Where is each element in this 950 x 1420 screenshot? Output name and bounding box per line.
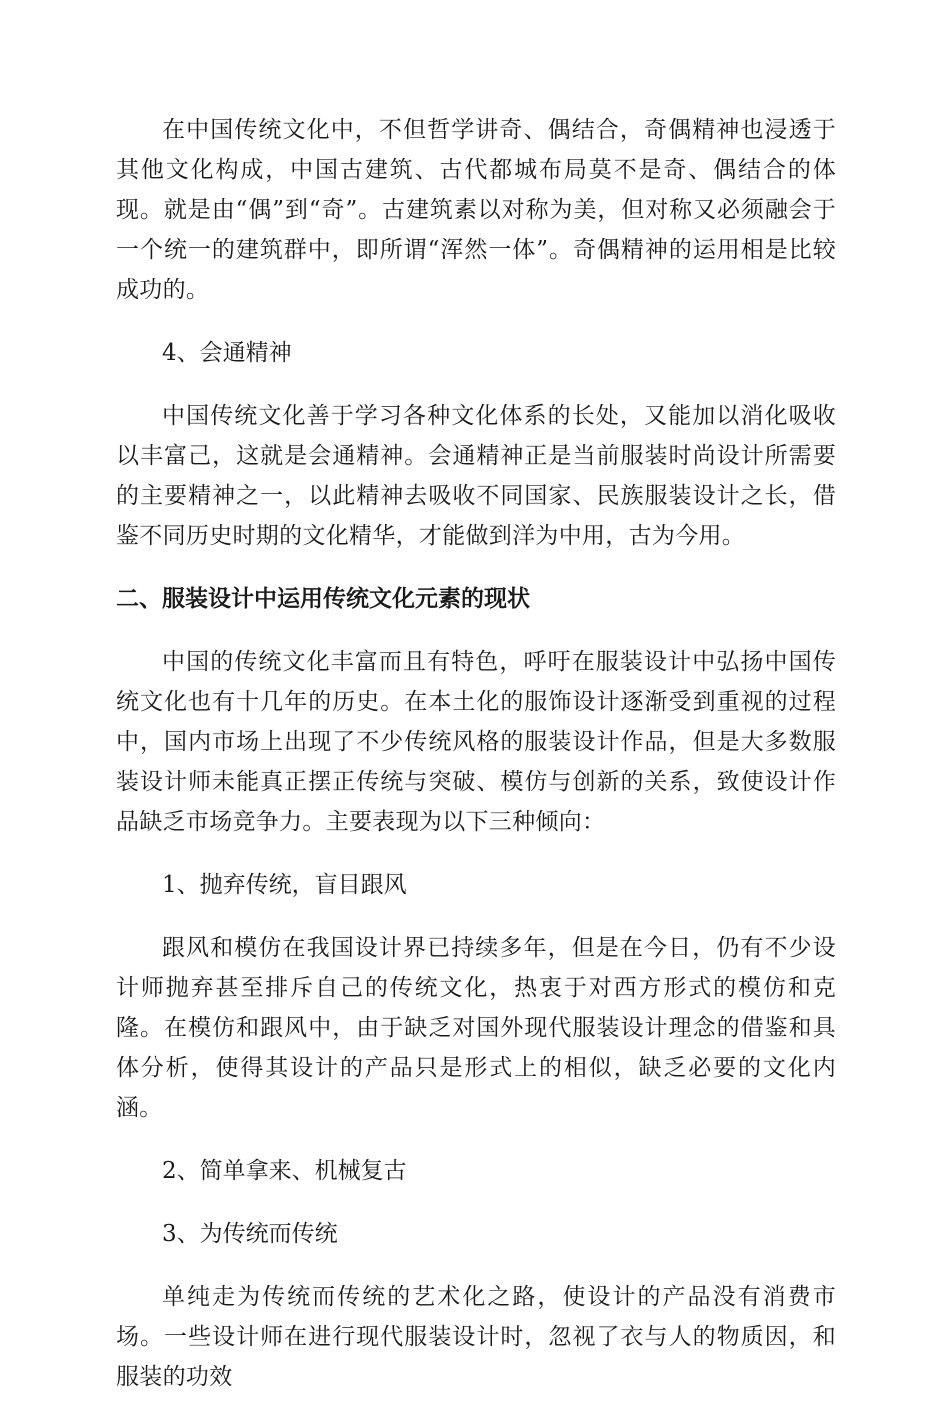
- paragraph-tradition-for-tradition: 单纯走为传统而传统的艺术化之路，使设计的产品没有消费市场。一些设计师在进行现代服装设计时，忽视了衣与人的物质因，和服装的功效: [116, 1284, 836, 1390]
- paragraph-odd-even-spirit: 在中国传统文化中，不但哲学讲奇、偶结合，奇偶精神也浸透于其他文化构成，中国古建筑、古代都城布局莫不是奇、偶结合的体现。就是由“偶”到“奇”。古建筑素以对称为美，但对称又必须融会于一个统一的建筑群中，即所谓“浑然一体”。奇偶精神的运用相是比较成功的。: [116, 117, 836, 303]
- item-heading-mechanical-retro: 2、简单拿来、机械复古: [162, 1158, 407, 1184]
- section-heading-status: 二、服装设计中运用传统文化元素的现状: [116, 586, 530, 612]
- item-heading-abandon-tradition: 1、抛弃传统，盲目跟风: [162, 872, 407, 898]
- document-page: [116, 110, 836, 1420]
- item-heading-huitong-spirit: 4、会通精神: [162, 340, 292, 366]
- paragraph-huitong-spirit: 中国传统文化善于学习各种文化体系的长处，又能加以消化吸收以丰富己，这就是会通精神。会通精神正是当前服装时尚设计所需要的主要精神之一，以此精神去吸收不同国家、民族服装设计之长，借鉴不同历史时期的文化精华，才能做到洋为中用，古为今用。: [116, 403, 836, 549]
- paragraph-status-intro: 中国的传统文化丰富而且有特色，呼吁在服装设计中弘扬中国传统文化也有十几年的历史。在本土化的服饰设计逐渐受到重视的过程中，国内市场上出现了不少传统风格的服装设计作品，但是大多数服装设计师未能真正摆正传统与突破、模仿与创新的关系，致使设计作品缺乏市场竞争力。主要表现为以下三种倾向：: [116, 649, 836, 835]
- paragraph-abandon-tradition: 跟风和模仿在我国设计界已持续多年，但是在今日，仍有不少设计师抛弃甚至排斥自己的传统文化，热衷于对西方形式的模仿和克隆。在模仿和跟风中，由于缺乏对国外现代服装设计理念的借鉴和具体分析，使得其设计的产品只是形式上的相似，缺乏必要的文化内涵。: [116, 935, 836, 1121]
- item-heading-tradition-for-tradition: 3、为传统而传统: [162, 1221, 338, 1247]
